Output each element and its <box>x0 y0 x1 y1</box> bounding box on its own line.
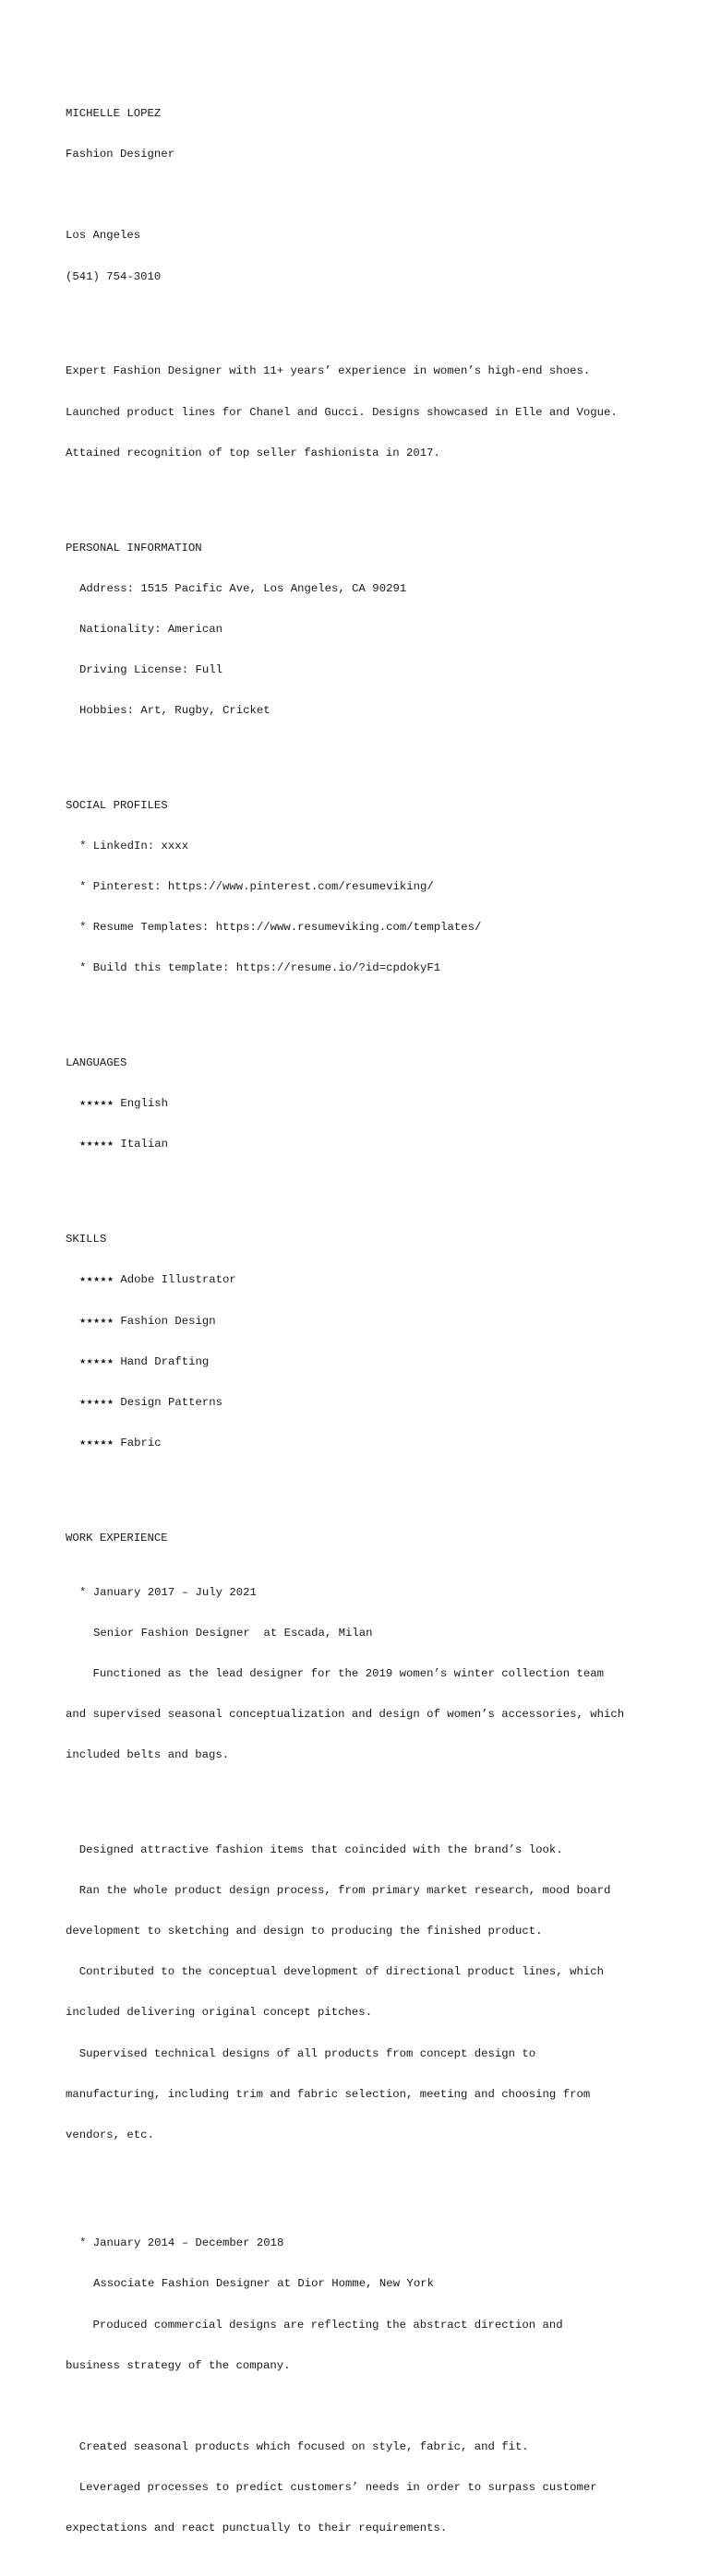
social-profile-item: * Pinterest: https://www.pinterest.com/resumeviking/ <box>79 880 434 894</box>
skill-name: Design Patterns <box>120 1395 223 1409</box>
languages-heading: LANGUAGES <box>66 1056 127 1070</box>
personal-address: Address: 1515 Pacific Ave, Los Angeles, CA 90291 <box>79 581 407 595</box>
personal-hobbies: Hobbies: Art, Rugby, Cricket <box>79 704 270 717</box>
language-item <box>66 1138 675 1151</box>
job-role: Associate Fashion Designer at Dior Homme, New York <box>93 2277 434 2291</box>
work-experience-heading: WORK EXPERIENCE <box>66 1531 168 1544</box>
rating-stars-icon: ★★★★★ <box>79 1397 114 1406</box>
job-dates: * January 2014 – December 2018 <box>79 2236 284 2250</box>
skill-item <box>66 1273 675 1287</box>
job-bullet-line: Ran the whole product design process, from primary market research, mood board <box>66 1884 611 1898</box>
resume-city: Los Angeles <box>66 229 141 243</box>
job-bullet-line: Supervised technical designs of all products from concept design to <box>66 2046 536 2060</box>
summary-line: Attained recognition of top seller fashionista in 2017. <box>66 446 440 459</box>
job-bullet-line: vendors, etc. <box>66 2128 154 2141</box>
skill-item <box>66 1315 675 1329</box>
skill-item <box>66 1437 675 1450</box>
job-description-line: Functioned as the lead designer for the 2019 women’s winter collection team <box>66 1666 604 1680</box>
resume-name: MICHELLE LOPEZ <box>66 107 162 121</box>
language-name: English <box>120 1097 169 1111</box>
rating-stars-icon: ★★★★★ <box>79 1437 114 1447</box>
personal-nationality: Nationality: American <box>79 622 222 636</box>
personal-info-heading: PERSONAL INFORMATION <box>66 541 202 555</box>
job-bullet-line: Created seasonal products which focused on style, fabric, and fit. <box>66 2439 529 2453</box>
resume-job-title: Fashion Designer <box>66 148 175 161</box>
summary-line: Expert Fashion Designer with 11+ years’ experience in women’s high-end shoes. <box>66 364 591 378</box>
job-bullet-line: manufacturing, including trim and fabric selection, meeting and choosing from <box>66 2087 591 2101</box>
skill-item <box>66 1355 675 1369</box>
rating-stars-icon: ★★★★★ <box>79 1099 114 1108</box>
skill-name: Adobe Illustrator <box>120 1273 236 1287</box>
job-bullet-line: included delivering original concept pitches. <box>66 2006 373 2020</box>
skill-name: Fabric <box>120 1436 162 1449</box>
job-bullet-line: Contributed to the conceptual development of directional product lines, which <box>66 1965 604 1979</box>
language-name: Italian <box>120 1138 169 1151</box>
personal-driving-license: Driving License: Full <box>79 662 222 676</box>
job-description-line: business strategy of the company. <box>66 2358 291 2372</box>
resume-text <box>66 66 675 2576</box>
job-description-line: Produced commercial designs are reflecting the abstract direction and <box>66 2318 563 2332</box>
skills-heading: SKILLS <box>66 1233 107 1246</box>
job-description-line: included belts and bags. <box>66 1748 230 1762</box>
rating-stars-icon: ★★★★★ <box>79 1316 114 1325</box>
job-bullet-line: Designed attractive fashion items that coincided with the brand’s look. <box>66 1843 563 1856</box>
social-profile-item: * LinkedIn: xxxx <box>79 840 189 853</box>
job-bullet-line: development to sketching and design to producing the finished product. <box>66 1925 543 1938</box>
job-description-line: and supervised seasonal conceptualization and design of women’s accessories, which <box>66 1707 625 1721</box>
social-profile-item: * Build this template: https://resume.io/?id=cpdokyF1 <box>79 961 441 975</box>
job-role: Senior Fashion Designer at Escada, Milan <box>93 1626 373 1640</box>
language-item <box>66 1097 675 1111</box>
job-bullet-line: expectations and react punctually to their requirements. <box>66 2522 448 2535</box>
skill-name: Fashion Design <box>120 1314 216 1328</box>
social-profiles-heading: SOCIAL PROFILES <box>66 798 168 812</box>
job-bullet-line: Leveraged processes to predict customers’ needs in order to surpass customer <box>66 2481 597 2494</box>
skill-name: Hand Drafting <box>120 1354 210 1368</box>
job-dates: * January 2017 – July 2021 <box>79 1585 257 1599</box>
skill-item <box>66 1396 675 1410</box>
summary-line: Launched product lines for Chanel and Gucci. Designs showcased in Elle and Vogue. <box>66 405 618 419</box>
rating-stars-icon: ★★★★★ <box>79 1139 114 1149</box>
social-profile-item: * Resume Templates: https://www.resumeviking.com/templates/ <box>79 921 482 935</box>
rating-stars-icon: ★★★★★ <box>79 1275 114 1284</box>
resume-document <box>66 66 675 2576</box>
resume-phone: (541) 754-3010 <box>66 269 162 283</box>
rating-stars-icon: ★★★★★ <box>79 1356 114 1366</box>
